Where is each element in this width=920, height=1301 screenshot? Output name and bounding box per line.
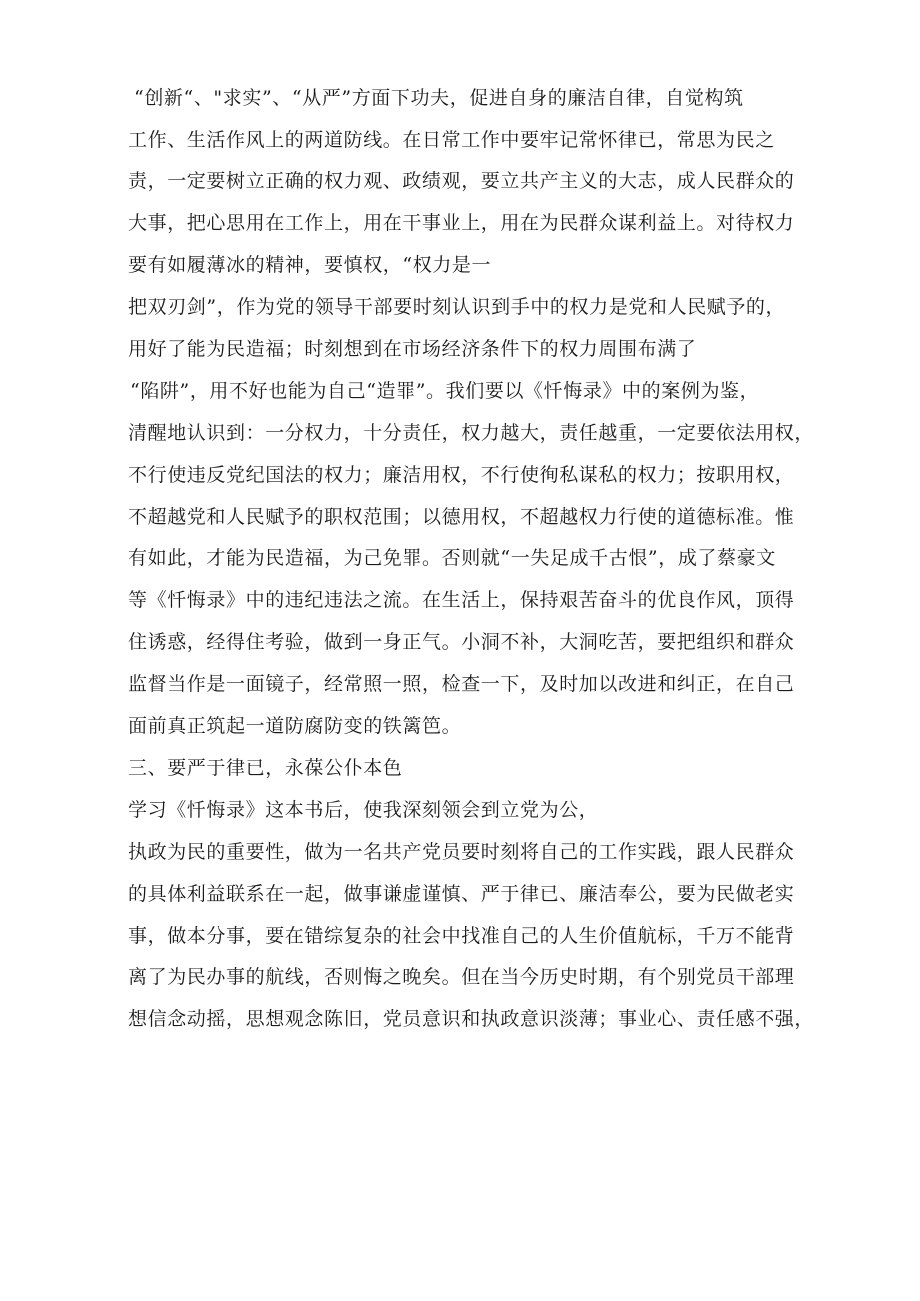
text-line: 用好了能为民造福；时刻想到在市场经济条件下的权力周围布满了: [128, 338, 697, 360]
text-line: 责，一定要树立正确的权力观、政绩观，要立共产主义的大志，成人民群众的: [128, 170, 795, 192]
text-line: 把双刃剑”，作为党的领导干部要时刻认识到手中的权力是党和人民赋予的，: [128, 296, 786, 318]
text-line: 学习《忏悔录》这本书后，使我深刻领会到立党为公，: [128, 799, 599, 821]
text-line: 离了为民办事的航线，否则悔之晚矣。但在当今历史时期，有个别党员干部理: [128, 966, 795, 988]
text-line: 监督当作是一面镜子，经常照一照，检查一下，及时加以改进和纠正，在自己: [128, 673, 795, 695]
text-line: 大事，把心思用在工作上，用在干事业上，用在为民群众谋利益上。对待权力: [128, 212, 795, 234]
text-line: “陷阱”，用不好也能为自己“造罪”。我们要以《忏悔录》中的案例为鉴，: [130, 380, 760, 402]
text-line: 不超越党和人民赋予的职权范围；以德用权，不超越权力行使的道德标准。惟: [128, 506, 795, 528]
text-line: “创新“、"求实”、“从严”方面下功夫，促进自身的廉洁自律，自觉构筑: [134, 87, 744, 109]
text-line: 要有如履薄冰的精神，要慎权，“权力是一: [128, 254, 492, 276]
text-line: 工作、生活作风上的两道防线。在日常工作中要牢记常怀律已，常思为民之: [128, 129, 775, 151]
text-line: 想信念动摇，思想观念陈旧，党员意识和执政意识淡薄；事业心、责任感不强，: [128, 1008, 815, 1030]
text-line: 有如此，才能为民造福，为己免罪。否则就“一失足成千古恨”，成了蔡豪文: [128, 547, 776, 569]
text-line: 不行使违反党纪国法的权力；廉洁用权，不行使徇私谋私的权力；按职用权，: [128, 464, 795, 486]
text-line: 面前真正筑起一道防腐防变的铁篱笆。: [128, 715, 462, 737]
section-heading: 三、要严于律已，永葆公仆本色: [128, 757, 403, 779]
text-line: 事，做本分事，要在错综复杂的社会中找准自己的人生价值航标，千万不能背: [128, 925, 795, 947]
text-line: 清醒地认识到：一分权力，十分责任，权力越大，责任越重，一定要依法用权，: [128, 422, 815, 444]
text-line: 等《忏悔录》中的违纪违法之流。在生活上，保持艰苦奋斗的优良作风，顶得: [128, 589, 795, 611]
text-line: 的具体利益联系在一起，做事谦虚谨慎、严于律已、廉洁奉公，要为民做老实: [128, 883, 795, 905]
text-line: 执政为民的重要性，做为一名共产党员要时刻将自己的工作实践，跟人民群众: [128, 841, 795, 863]
text-line: 住诱惑，经得住考验，做到一身正气。小洞不补，大洞吃苦，要把组织和群众: [128, 631, 795, 653]
